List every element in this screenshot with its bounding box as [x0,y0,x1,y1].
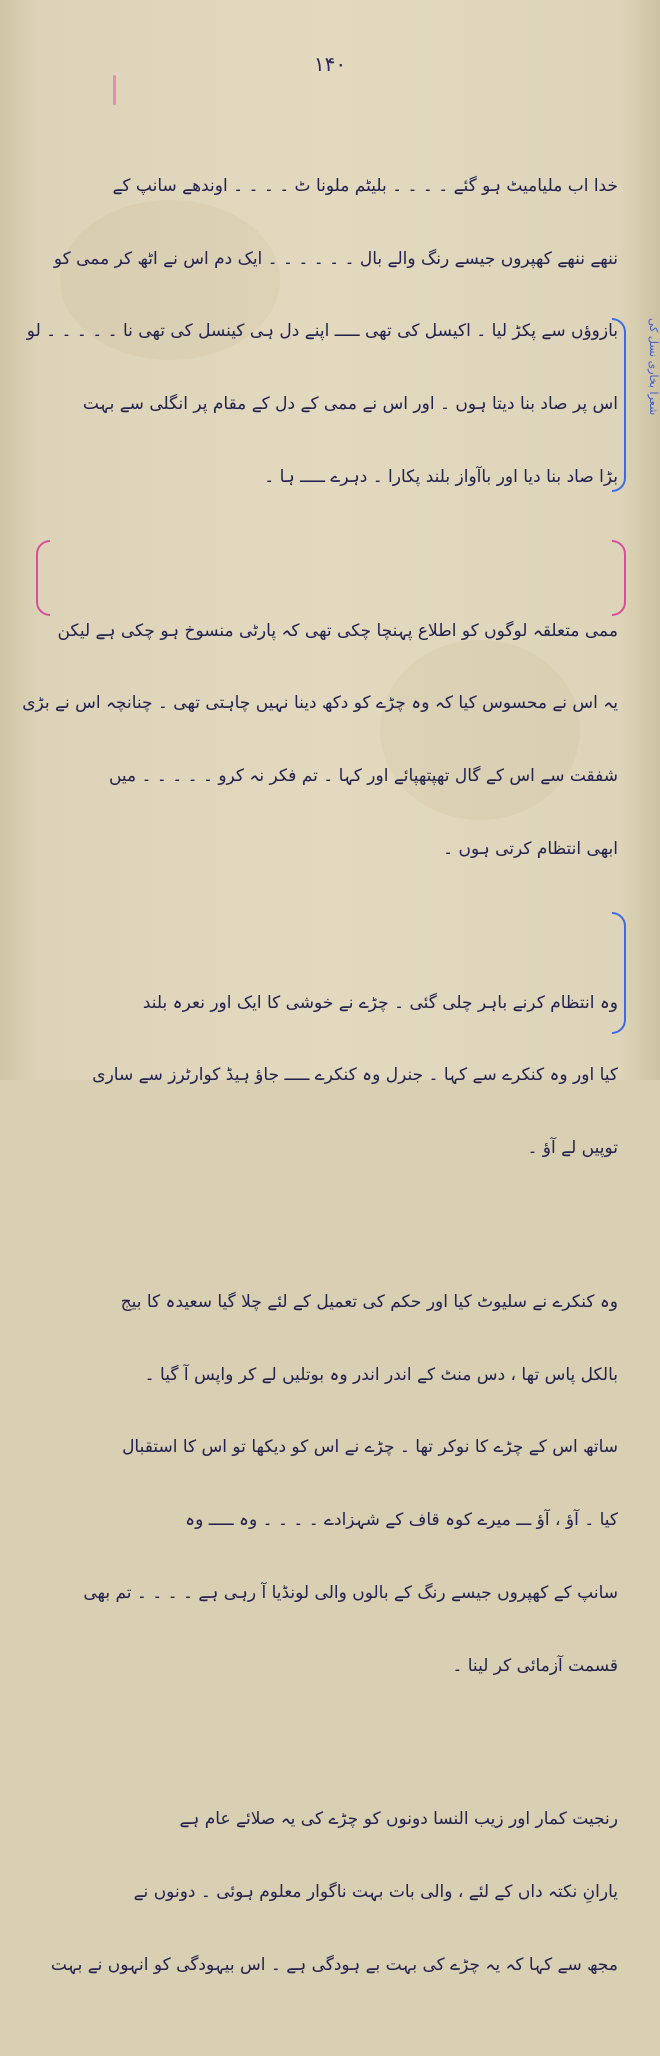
text-line: وہ انتظام کرنے باہر چلی گئی ۔ چڑے نے خوشی کا ایک اور نعرہ بلند [142,992,618,1013]
margin-bracket [612,912,626,1034]
text-line: سانپ کے کھپروں جیسے رنگ کے بالوں والی لونڈیا آ رہی ہے ۔ ۔ ۔ ۔ تم بھی [83,1583,618,1603]
text-line: یہ اس نے محسوس کیا کہ وہ چڑے کو دکھ دینا نہیں چاہتی تھی ۔ چنانچہ اس نے بڑی [22,693,618,714]
paragraph [26,131,618,531]
text-line: وہ کنکرے نے سلیوٹ کیا اور حکم کی تعمیل کے لئے چلا گیا سعیدہ کا بیج [120,1291,618,1312]
text-line: خدا اب ملیامیٹ ہو گئے ۔ ۔ ۔ ۔ بلیٹم ملونا ٹ ۔ ۔ ۔ ۔ اوندھے سانپ کے [112,175,618,196]
paragraph [22,576,618,904]
text-line: کیا ۔ آؤ ، آؤ ـــ میرے کوہ قاف کے شہزادے ۔ ۔ ۔ ۔ وہ ـــــ وہ [185,1510,618,1531]
paragraph [46,1247,618,1720]
text-line: رنجیت کمار اور زیب النسا دونوں کو چڑے کی یہ صلائے عام ہے [179,1809,618,1830]
text-line: شفقت سے اس کے گال تھپتھپائے اور کہا ۔ تم فکر نہ کرو ۔ ۔ ۔ ۔ ۔ میں [108,766,618,787]
paragraph [46,1765,618,2020]
text-line: ابھی انتظام کرتی ہوں ۔ [443,839,618,859]
handwritten-body-text [22,95,618,2056]
margin-bracket [612,540,626,616]
margin-bracket [36,540,50,616]
text-line: بالکل پاس تھا ، دس منٹ کے اندر اندر وہ بوتلیں لے کر واپس آ گیا ۔ [144,1364,618,1385]
margin-bracket [612,318,626,492]
text-line: مجھ سے کہا کہ یہ چڑے کی بہت بے ہودگی ہے ۔ اس بیہودگی کو انہوں نے بہت [50,1955,618,1975]
text-line: ننھے ننھے کھپروں جیسے رنگ والے بال ۔ ۔ ۔ ۔ ۔ ۔ ایک دم اس نے اٹھ کر ممی کو [53,248,618,269]
text-line: ممی متعلقہ لوگوں کو اطلاع پہنچا چکی تھی کہ پارٹی منسوخ ہو چکی ہے لیکن [57,620,618,641]
paragraph [46,948,618,1203]
text-line: اس پر صاد بنا دیتا ہوں ۔ اور اس نے ممی کے دل کے مقام پر انگلی سے بہت [82,394,618,415]
text-line: کیا اور وہ کنکرے سے کہا ۔ جنرل وہ کنکرے ـــــ جاؤ ہیڈ کوارٹرز سے ساری [92,1065,618,1086]
text-line: بازوؤں سے پکڑ لیا ۔ اکیسل کی تھی ـــــ اپنے دل ہی کینسل کی تھی نا ۔ ۔ ۔ ۔ ۔ لو [26,321,618,342]
text-line: ساتھ اس کے چڑے کا نوکر تھا ۔ چڑے نے اس کو دیکھا تو اس کا استقبال [122,1437,618,1458]
text-line: قسمت آزمائی کر لینا ۔ [452,1655,618,1676]
text-line: توپیں لے آؤ ۔ [527,1138,618,1159]
page-number: ۱۴۰ [313,52,347,76]
text-line: یارانِ نکتہ داں کے لئے ، والی بات بہت ناگوار معلوم ہوئی ۔ دونوں نے [133,1882,618,1903]
margin-annotation: شعرا بخاری نسل کی [647,318,660,416]
text-line: بڑا صاد بنا دیا اور باآواز بلند پکارا ۔ دہرے ـــــ ہا ۔ [264,467,618,487]
